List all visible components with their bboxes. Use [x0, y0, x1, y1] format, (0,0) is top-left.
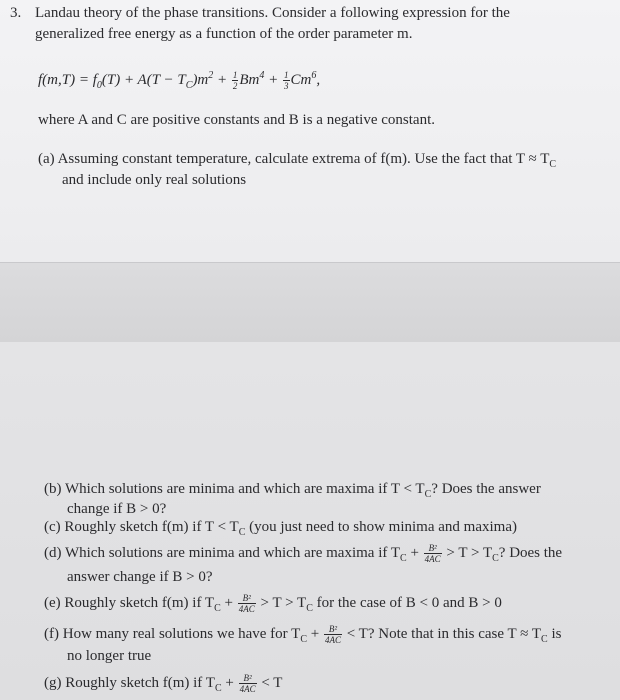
part-b-line1: (b) Which solutions are minima and which are maxima if $T < T_C$? Does the answer — [44, 481, 541, 500]
formula-sup-2: 2 — [208, 70, 214, 81]
part-f-line2: no longer true — [67, 648, 152, 664]
problem-number: 3. — [10, 5, 22, 21]
formula-sub-zero: 0 — [96, 80, 102, 91]
part-d-line2: answer change if B > 0? — [67, 569, 213, 585]
formula-sup-6: 6 — [311, 70, 317, 81]
fraction-third: $\frac{1}{3}$ — [284, 70, 289, 92]
part-a-line2: and include only real solutions — [62, 172, 247, 188]
fraction-b2-4ac: $\frac{\text{B²}}{4AC}$ — [324, 624, 341, 645]
formula-part2: )m — [192, 72, 209, 88]
formula-sub-c: C — [185, 80, 193, 91]
formula-plus2: + — [264, 72, 283, 88]
part-g-line: (g) Roughly sketch f(m) if $T_C$ + $\frac{\text{B²}}{4AC}$ < T — [44, 673, 283, 694]
formula-comma: , — [316, 72, 321, 88]
formula-lhs: f(m,T) = f — [38, 72, 97, 88]
page-fold-band — [0, 262, 620, 344]
problem-intro-line2: generalized free energy as a function of the order parameter m. — [35, 26, 413, 42]
formula-part1: (T) + A(T − T — [101, 72, 186, 88]
fraction-b2-4ac: $\frac{\text{B²}}{4AC}$ — [424, 543, 441, 564]
part-e-line: (e) Roughly sketch f(m) if $T_C$ + $\frac{\text{B²}}{4AC}$ > $T > T_C$ for the case of B < 0 and B > 0 — [44, 593, 502, 614]
fraction-b2-4ac: $\frac{\text{B²}}{4AC}$ — [239, 673, 256, 694]
part-c-line: (c) Roughly sketch f(m) if $T < T_C$ (you just need to show minima and maxima) — [44, 519, 517, 538]
formula-part3: Bm — [239, 72, 260, 88]
formula-sup-4: 4 — [259, 70, 265, 81]
constants-statement: where A and C are positive constants and B is a negative constant. — [38, 112, 435, 128]
fraction-b2-4ac: $\frac{\text{B²}}{4AC}$ — [238, 593, 255, 614]
formula-part4: Cm — [290, 72, 312, 88]
formula-plus1: + — [213, 72, 231, 88]
problem-intro-line1: Landau theory of the phase transitions. Consider a following expression for the — [35, 5, 510, 21]
free-energy-formula — [38, 67, 320, 95]
part-a-line1: (a) Assuming constant temperature, calculate extrema of f(m). Use the fact that $T \approx T_C$ — [38, 151, 557, 170]
part-d-line1: (d) Which solutions are minima and which are maxima if $T_C$ + $\frac{\text{B²}}{4AC}$ > $T > T_C$? Does the — [44, 543, 563, 564]
part-f-line1: (f) How many real solutions we have for $T_C$ + $\frac{\text{B²}}{4AC}$ < T? Note that in this case $T \approx T_C$ is — [44, 624, 562, 645]
fraction-half: $\frac{1}{2}$ — [232, 70, 238, 92]
part-b-line2: change if B > 0? — [67, 501, 167, 517]
